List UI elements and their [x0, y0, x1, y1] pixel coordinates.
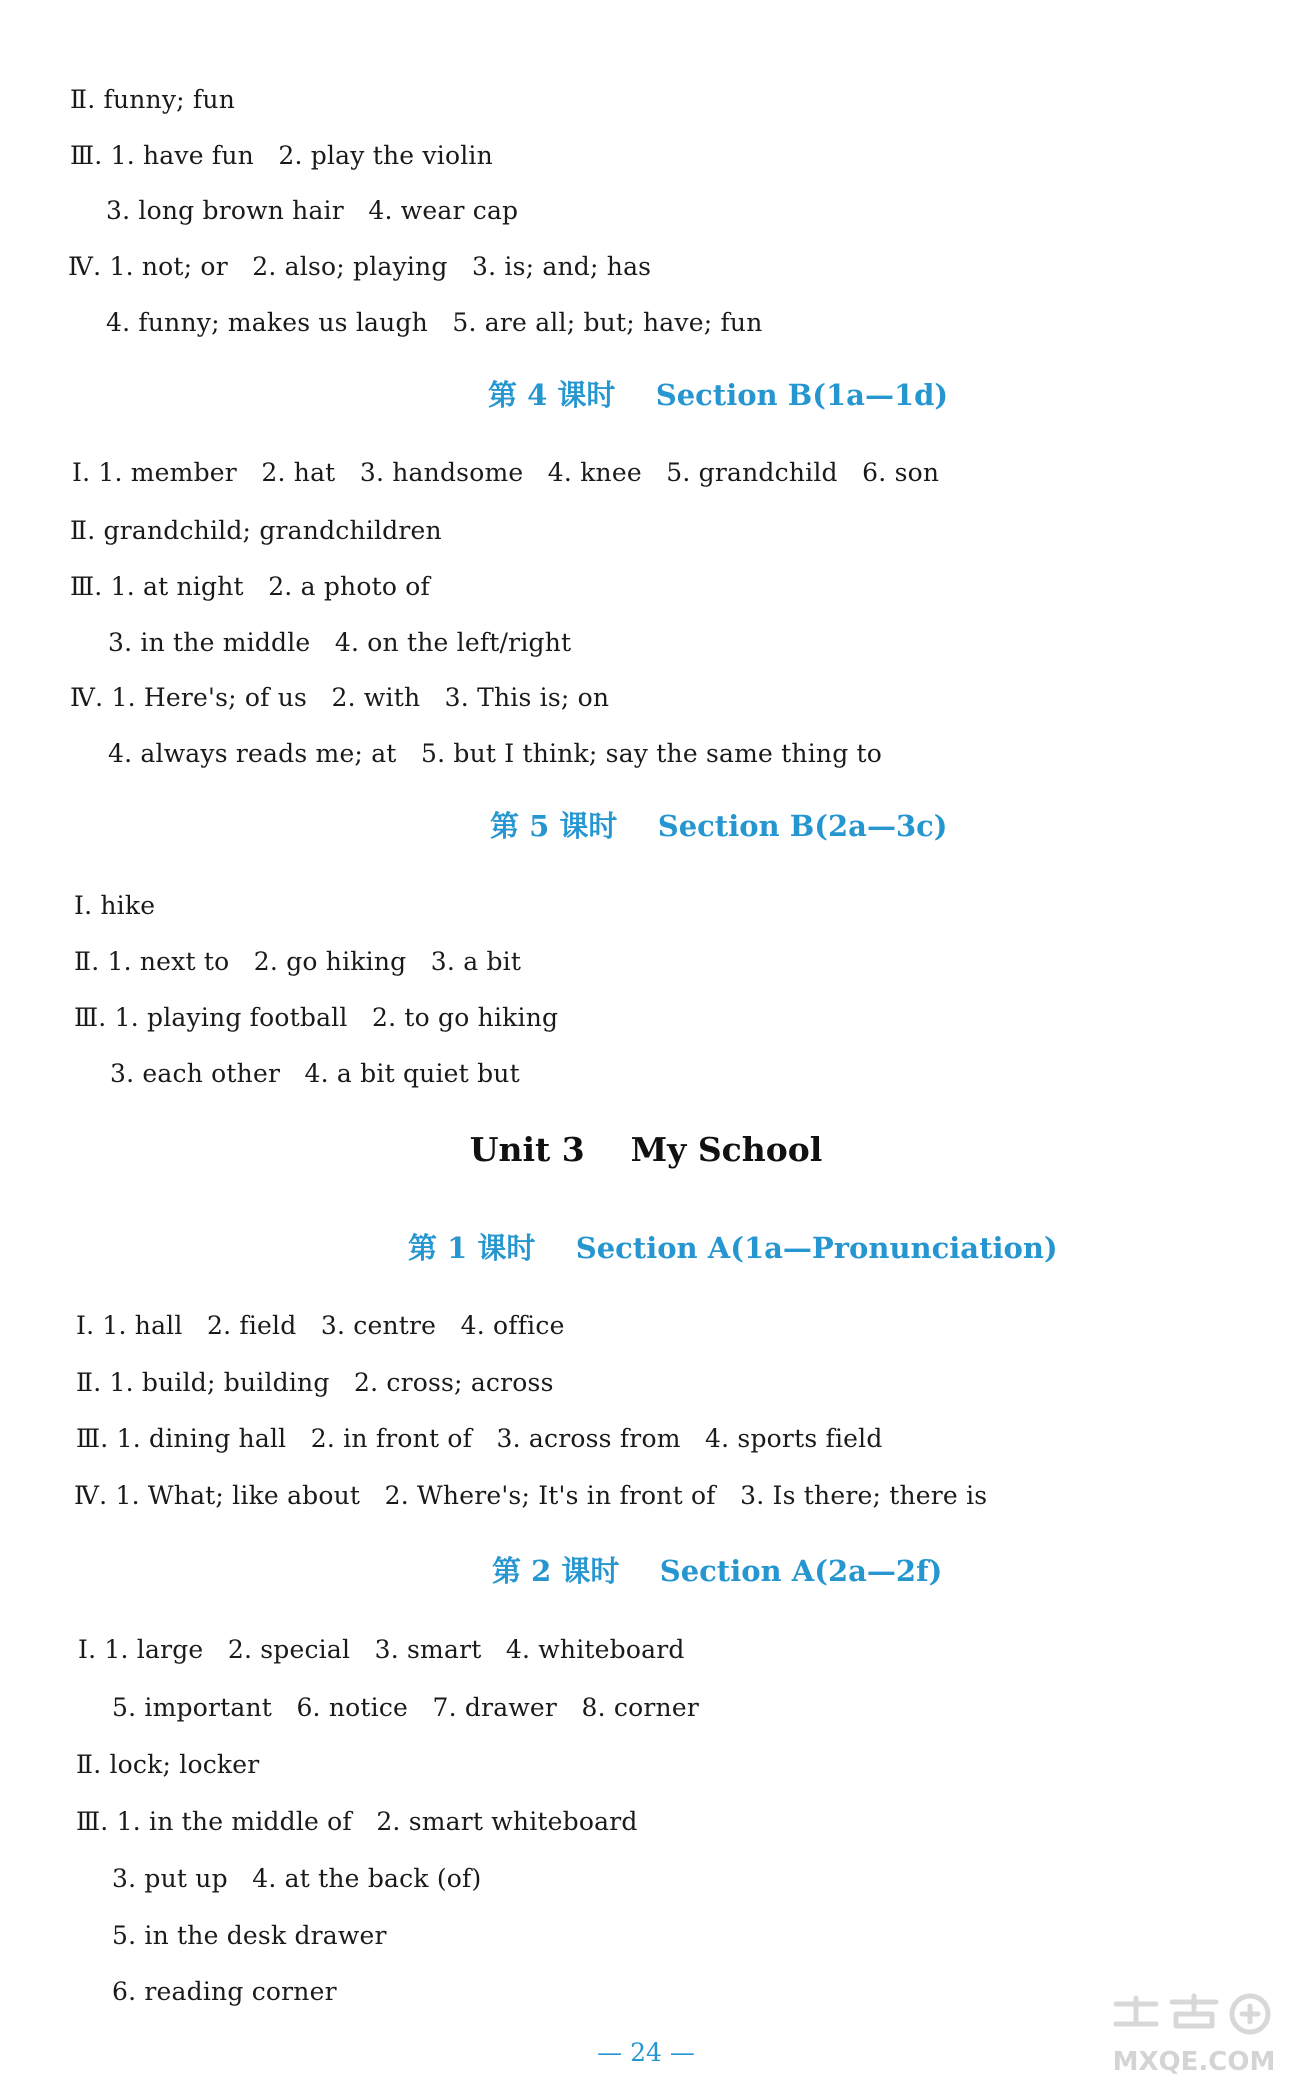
answer-line: Ⅱ. funny; fun	[70, 85, 235, 114]
answer-line: Ⅳ. 1. What; like about 2. Where's; It's in front of 3. Is there; there is	[74, 1481, 988, 1510]
answer-line: Ⅲ. 1. at night 2. a photo of	[70, 572, 430, 601]
answer-line: Ⅰ. 1. member 2. hat 3. handsome 4. knee 5. grandchild 6. son	[72, 458, 940, 487]
unit-title: Unit 3 My School	[469, 1130, 823, 1169]
watermark-text: MXQE.COM	[1112, 2047, 1276, 2077]
answer-line: Ⅲ. 1. dining hall 2. in front of 3. across from 4. sports field	[76, 1424, 883, 1453]
answer-line: 4. always reads me; at 5. but I think; say the same thing to	[108, 739, 883, 768]
answer-line: Ⅳ. 1. not; or 2. also; playing 3. is; and; has	[68, 252, 652, 281]
answer-line: 6. reading corner	[112, 1977, 337, 2006]
answer-line: 5. important 6. notice 7. drawer 8. corner	[112, 1693, 699, 1722]
answer-line: 3. each other 4. a bit quiet but	[110, 1059, 520, 1088]
answer-line: 5. in the desk drawer	[112, 1921, 387, 1950]
watermark-logo	[1102, 1992, 1286, 2078]
answer-line: Ⅲ. 1. have fun 2. play the violin	[70, 141, 493, 170]
answer-line: Ⅱ. 1. next to 2. go hiking 3. a bit	[74, 947, 522, 976]
lesson-heading: 第 2 课时 Section A(2a—2f)	[492, 1554, 943, 1588]
lesson-heading: 第 1 课时 Section A(1a—Pronunciation)	[408, 1231, 1058, 1265]
answer-line: 3. long brown hair 4. wear cap	[106, 196, 519, 225]
answer-line: Ⅱ. grandchild; grandchildren	[70, 516, 442, 545]
answer-line: 4. funny; makes us laugh 5. are all; but; have; fun	[106, 308, 763, 337]
lesson-heading: 第 5 课时 Section B(2a—3c)	[490, 809, 948, 843]
answer-line: Ⅰ. hike	[74, 891, 156, 920]
answer-line: Ⅲ. 1. in the middle of 2. smart whiteboard	[76, 1807, 638, 1836]
answer-line: Ⅰ. 1. hall 2. field 3. centre 4. office	[76, 1311, 565, 1340]
answer-line: 3. put up 4. at the back (of)	[112, 1864, 482, 1893]
answer-line: Ⅲ. 1. playing football 2. to go hiking	[74, 1003, 559, 1032]
answer-line: Ⅱ. 1. build; building 2. cross; across	[76, 1368, 554, 1397]
answer-line: Ⅰ. 1. large 2. special 3. smart 4. whiteboard	[78, 1635, 685, 1664]
answer-line: 3. in the middle 4. on the left/right	[108, 628, 572, 657]
answer-line: Ⅳ. 1. Here's; of us 2. with 3. This is; on	[70, 683, 610, 712]
lesson-heading: 第 4 课时 Section B(1a—1d)	[488, 378, 949, 412]
page-number: — 24 —	[597, 2038, 695, 2067]
answer-line: Ⅱ. lock; locker	[76, 1750, 260, 1779]
